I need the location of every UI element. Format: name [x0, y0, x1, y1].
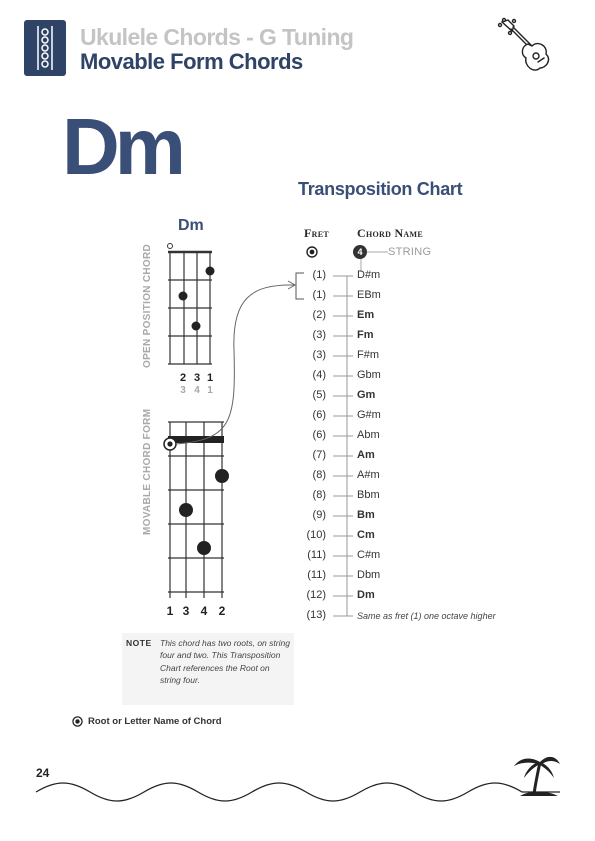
- chord-name: Bbm: [357, 489, 380, 501]
- fret-number: (3): [312, 329, 326, 341]
- finger-number: 2: [218, 604, 226, 618]
- chord-name: Fm: [357, 329, 374, 341]
- fret-column-header: Fret: [304, 226, 329, 240]
- diagram-title: Dm: [178, 217, 204, 234]
- root-row-bracket: [296, 273, 304, 299]
- string-number: 3: [180, 385, 186, 396]
- fret-number: (10): [306, 529, 326, 541]
- root-symbol-icon: [72, 716, 83, 727]
- chord-name: Same as fret (1) one octave higher: [357, 611, 496, 621]
- chord-name: C#m: [357, 549, 381, 561]
- finger-number: 4: [200, 604, 208, 618]
- fret-number: (4): [312, 369, 326, 381]
- fret-number: (11): [307, 549, 326, 561]
- chord-name: D#m: [357, 269, 381, 281]
- chord-name: Dm: [357, 589, 375, 601]
- chord-name-column-header: Chord Name: [357, 226, 423, 240]
- fret-number: (6): [312, 409, 326, 421]
- fret-number: (5): [312, 389, 326, 401]
- fret-number: (9): [312, 509, 326, 521]
- root-legend-text: Root or Letter Name of Chord: [88, 716, 222, 727]
- chord-name: A#m: [357, 469, 380, 481]
- fret-number: (2): [312, 309, 326, 321]
- fret-number: (13): [306, 609, 326, 621]
- chord-name: Cm: [357, 529, 375, 541]
- finger-number: 3: [182, 604, 190, 618]
- page-number: 24: [36, 766, 50, 780]
- string-label: STRING: [388, 246, 432, 258]
- transposition-chart-title: Transposition Chart: [298, 179, 463, 199]
- note-label: NOTE: [126, 638, 152, 648]
- book-title: Ukulele Chords - G Tuning: [80, 24, 354, 50]
- note-text: This chord has two roots, on string four and two. This Transposition Chart references the Root on string four.: [160, 638, 290, 685]
- fret-number: (1): [312, 269, 326, 281]
- chord-name: F#m: [357, 349, 379, 361]
- fret-number: (8): [312, 469, 326, 481]
- section-title: Movable Form Chords: [80, 49, 303, 74]
- fret-number: (3): [312, 349, 326, 361]
- chord-name: Bm: [357, 509, 375, 521]
- chord-name: EBm: [357, 289, 381, 301]
- fret-number: (8): [312, 489, 326, 501]
- string-number: 4: [194, 385, 200, 396]
- open-position-label: OPEN POSITION CHORD: [142, 243, 153, 368]
- palm-tree-icon: [514, 757, 560, 796]
- chord-name: Gbm: [357, 369, 381, 381]
- chord-name: Am: [357, 449, 375, 461]
- finger-number: 1: [166, 604, 174, 618]
- finger-number: 3: [193, 372, 201, 384]
- fret-number: (1): [312, 289, 326, 301]
- movable-form-label: MOVABLE CHORD FORM: [142, 408, 153, 535]
- finger-number: 1: [206, 372, 214, 384]
- fret-number: (11): [307, 569, 326, 581]
- string-number-badge: 4: [353, 245, 367, 259]
- chord-name: G#m: [357, 409, 381, 421]
- string-number: 1: [207, 385, 213, 396]
- chord-name: Dbm: [357, 569, 381, 581]
- chord-name: Abm: [357, 429, 380, 441]
- finger-number: 2: [179, 372, 187, 384]
- fret-number: (12): [306, 589, 326, 601]
- chord-name: Gm: [357, 389, 376, 401]
- wave-footer: [0, 750, 595, 810]
- chord-name: Em: [357, 309, 375, 321]
- fret-number: (7): [312, 449, 326, 461]
- fret-number: (6): [312, 429, 326, 441]
- chord-name-heading: Dm: [62, 102, 181, 191]
